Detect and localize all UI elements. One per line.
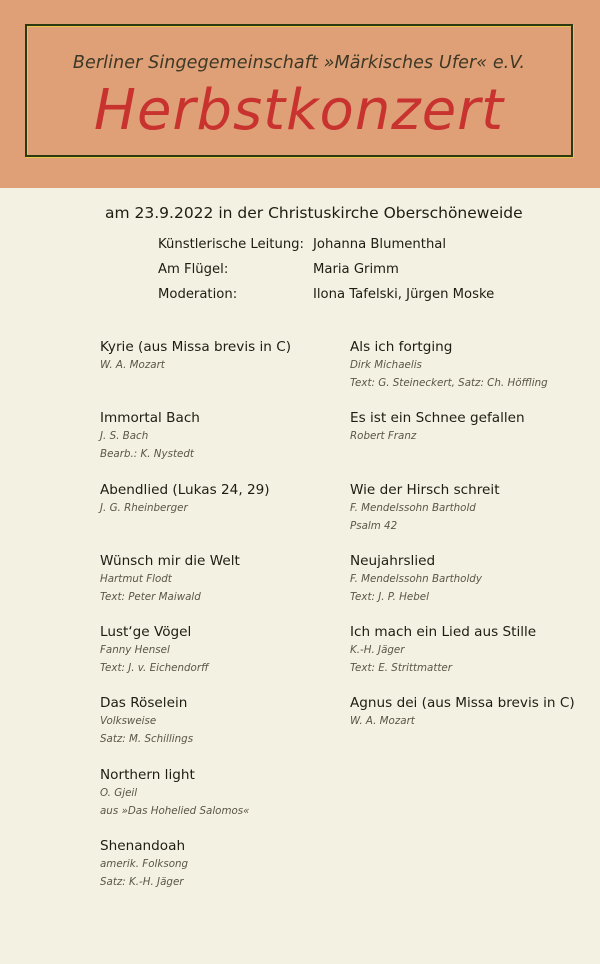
program-item xyxy=(100,481,330,552)
piece-credit: F. Mendelssohn Bartholdy xyxy=(350,572,482,585)
piece-credit: J. S. Bach xyxy=(100,430,149,443)
piece-title: Wie der Hirsch schreit xyxy=(350,481,500,498)
program-item xyxy=(350,694,590,765)
piece-credit: Bearb.: K. Nystedt xyxy=(100,448,194,461)
piece-credit: Fanny Hensel xyxy=(100,644,170,657)
program-item xyxy=(100,837,330,908)
program-item xyxy=(350,481,590,552)
piece-credit: W. A. Mozart xyxy=(100,359,165,371)
piece-title: Shenandoah xyxy=(100,838,186,855)
program-item xyxy=(350,552,590,623)
credit-name: Johanna Blumenthal xyxy=(313,237,447,252)
program-item xyxy=(100,766,330,837)
piece-credit: amerik. Folksong xyxy=(100,858,189,871)
piece-title: Abendlied (Lukas 24, 29) xyxy=(100,481,270,498)
program-item xyxy=(100,338,330,409)
piece-credit: Satz: K.-H. Jäger xyxy=(100,876,184,889)
piece-credit: W. A. Mozart xyxy=(350,715,415,728)
header-banner xyxy=(0,0,600,188)
piece-title: Das Röselein xyxy=(100,695,188,712)
piece-credit: F. Mendelssohn Barthold xyxy=(350,501,476,514)
piece-credit: Robert Franz xyxy=(350,430,417,443)
piece-title: Als ich fortging xyxy=(350,339,453,355)
piece-title: Ich mach ein Lied aus Stille xyxy=(350,624,537,641)
piece-title: Neujahrslied xyxy=(350,552,436,569)
piece-credit: Text: J. P. Hebel xyxy=(350,590,429,603)
piece-credit: Text: G. Steineckert, Satz: Ch. Höffling xyxy=(350,377,548,389)
piece-credit: Dirk Michaelis xyxy=(350,359,422,371)
piece-credit: Text: E. Strittmatter xyxy=(350,662,453,675)
piece-credit: Satz: M. Schillings xyxy=(100,733,194,746)
credit-role: Am Flügel: xyxy=(158,262,229,277)
piece-credit: Hartmut Flodt xyxy=(100,572,172,585)
piece-credit: Text: Peter Maiwald xyxy=(100,590,201,603)
piece-title: Lust‘ge Vögel xyxy=(100,624,192,641)
piece-credit: J. G. Rheinberger xyxy=(100,501,188,514)
program-right-column xyxy=(350,338,590,766)
credit-name: Ilona Tafelski, Jürgen Moske xyxy=(313,287,495,302)
program-item xyxy=(350,623,590,694)
piece-credit: Psalm 42 xyxy=(350,519,398,532)
credit-role: Künstlerische Leitung: xyxy=(158,237,304,252)
piece-title: Es ist ein Schnee gefallen xyxy=(350,410,525,427)
concert-title: Herbstkonzert xyxy=(93,78,505,143)
piece-title: Wünsch mir die Welt xyxy=(100,552,240,569)
program-item xyxy=(100,409,330,480)
program-item xyxy=(350,338,590,409)
program-item xyxy=(350,409,590,480)
society-name: Berliner Singegemeinschaft »Märkisches Ufer« e.V. xyxy=(72,53,526,73)
credit-role: Moderation: xyxy=(158,287,238,302)
piece-credit: O. Gjeil xyxy=(100,786,138,799)
piece-credit: Text: J. v. Eichendorff xyxy=(100,662,209,675)
piece-title: Agnus dei (aus Missa brevis in C) xyxy=(350,695,575,712)
piece-credit: aus »Das Hohelied Salomos« xyxy=(100,804,250,817)
program-item xyxy=(100,623,330,694)
piece-credit: K.-H. Jäger xyxy=(350,644,405,657)
piece-credit: Volksweise xyxy=(100,715,157,728)
header-frame xyxy=(25,24,573,157)
venue-line: am 23.9.2022 in der Christuskirche Oberschöneweide xyxy=(105,204,523,222)
piece-title: Northern light xyxy=(100,766,195,783)
program-item xyxy=(100,694,330,765)
piece-title: Kyrie (aus Missa brevis in C) xyxy=(100,339,292,355)
credit-name: Maria Grimm xyxy=(313,262,399,277)
program-left-column xyxy=(100,338,330,908)
piece-title: Immortal Bach xyxy=(100,410,200,427)
program-item xyxy=(100,552,330,623)
